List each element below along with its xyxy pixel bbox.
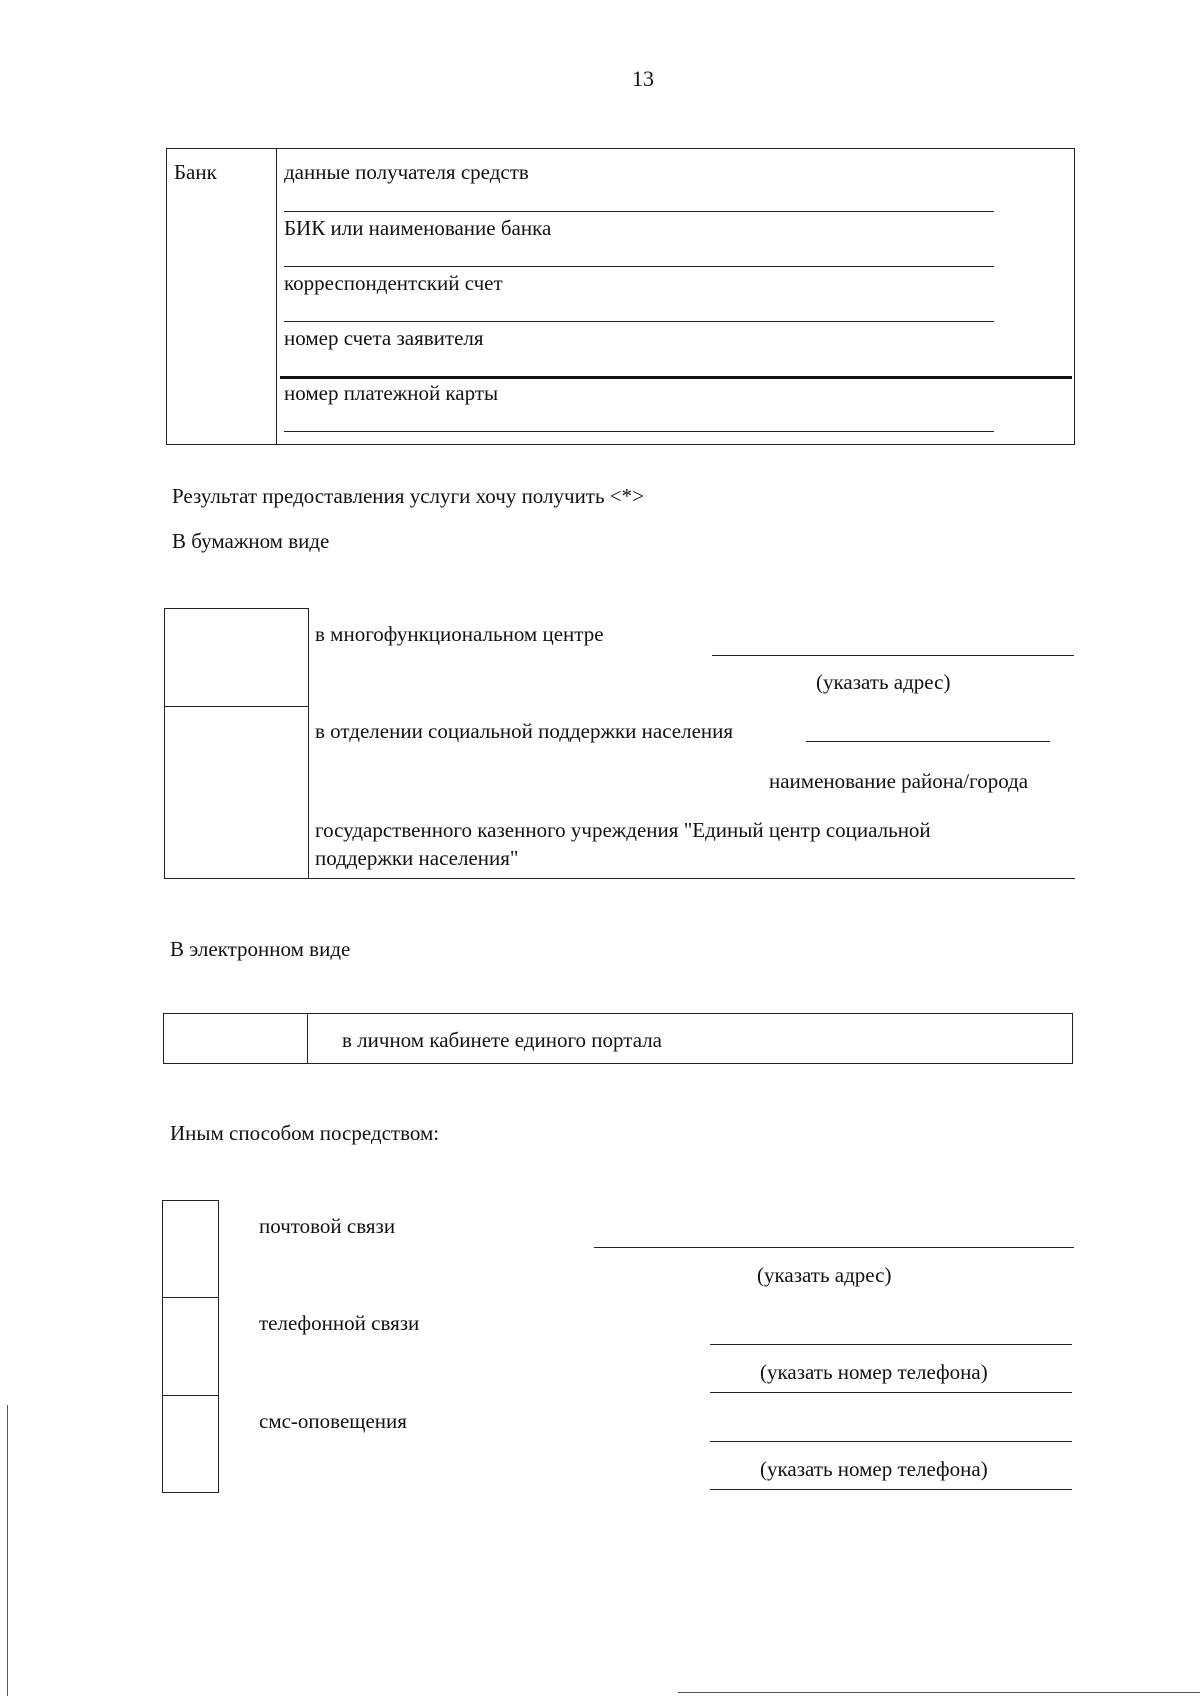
sms-label: смс-оповещения <box>259 1409 407 1433</box>
applicant-account-label: номер счета заявителя <box>284 326 484 350</box>
page-number: 13 <box>632 66 654 91</box>
recipient-data-label: данные получателя средств <box>284 160 529 184</box>
mfc-checkbox[interactable] <box>166 610 307 705</box>
post-label: почтовой связи <box>259 1214 396 1238</box>
paper-table-bottom-border <box>164 878 1075 879</box>
other-methods-heading: Иным способом посредством: <box>170 1121 440 1145</box>
bik-bank-name-field[interactable] <box>284 266 994 267</box>
correspondent-account-label: корреспондентский счет <box>284 271 503 295</box>
correspondent-account-field[interactable] <box>284 321 994 322</box>
phone-label: телефонной связи <box>259 1311 420 1335</box>
paper-table-row-divider <box>164 706 309 707</box>
applicant-account-field[interactable] <box>280 376 1072 379</box>
sms-number-hint: (указать номер телефона) <box>760 1457 988 1481</box>
portal-checkbox[interactable] <box>165 1015 306 1062</box>
sms-hint-underline <box>710 1489 1072 1490</box>
other-table-divider <box>218 1200 219 1493</box>
paper-table-divider <box>308 608 309 879</box>
phone-checkbox[interactable] <box>164 1299 217 1394</box>
bank-table-divider <box>276 148 277 445</box>
mfc-address-field[interactable] <box>712 655 1074 656</box>
phone-number-hint: (указать номер телефона) <box>760 1360 988 1384</box>
other-table-row-divider-1 <box>162 1297 219 1298</box>
scan-edge-bottom <box>678 1692 1200 1693</box>
post-checkbox[interactable] <box>164 1202 217 1296</box>
result-heading: Результат предоставления услуги хочу получить <*> <box>172 484 644 508</box>
bank-label: Банк <box>174 160 217 184</box>
mfc-label: в многофункциональном центре <box>315 622 604 646</box>
osp-district-hint: наименование района/города <box>769 769 1029 793</box>
phone-hint-underline <box>710 1392 1072 1393</box>
payment-card-label: номер платежной карты <box>284 381 499 405</box>
other-table-left-border <box>162 1200 163 1493</box>
mfc-address-hint: (указать адрес) <box>816 670 951 694</box>
sms-number-field[interactable] <box>710 1441 1072 1442</box>
paper-table-top-border <box>164 608 309 609</box>
payment-card-field[interactable] <box>284 431 994 432</box>
paper-heading: В бумажном виде <box>172 529 330 553</box>
electronic-table-divider <box>307 1013 308 1064</box>
scan-edge-left <box>7 1405 8 1696</box>
post-address-hint: (указать адрес) <box>757 1263 892 1287</box>
sms-checkbox[interactable] <box>164 1397 217 1491</box>
other-table-row-divider-2 <box>162 1395 219 1396</box>
other-table-top-border <box>162 1200 219 1201</box>
portal-option-label: в личном кабинете единого портала <box>342 1028 663 1052</box>
osp-label: в отделении социальной поддержки населения <box>315 719 734 743</box>
paper-table-left-border <box>164 608 165 879</box>
phone-number-field[interactable] <box>710 1344 1072 1345</box>
osp-district-field[interactable] <box>806 741 1050 742</box>
institution-line-1: государственного казенного учреждения "Единый центр социальной <box>315 818 931 842</box>
recipient-data-field[interactable] <box>284 211 994 212</box>
osp-checkbox[interactable] <box>166 708 307 877</box>
other-table-bottom-border <box>162 1492 219 1493</box>
post-address-field[interactable] <box>594 1247 1074 1248</box>
institution-line-2: поддержки населения" <box>315 846 519 870</box>
bik-bank-name-label: БИК или наименование банка <box>284 216 552 240</box>
electronic-heading: В электронном виде <box>170 937 351 961</box>
